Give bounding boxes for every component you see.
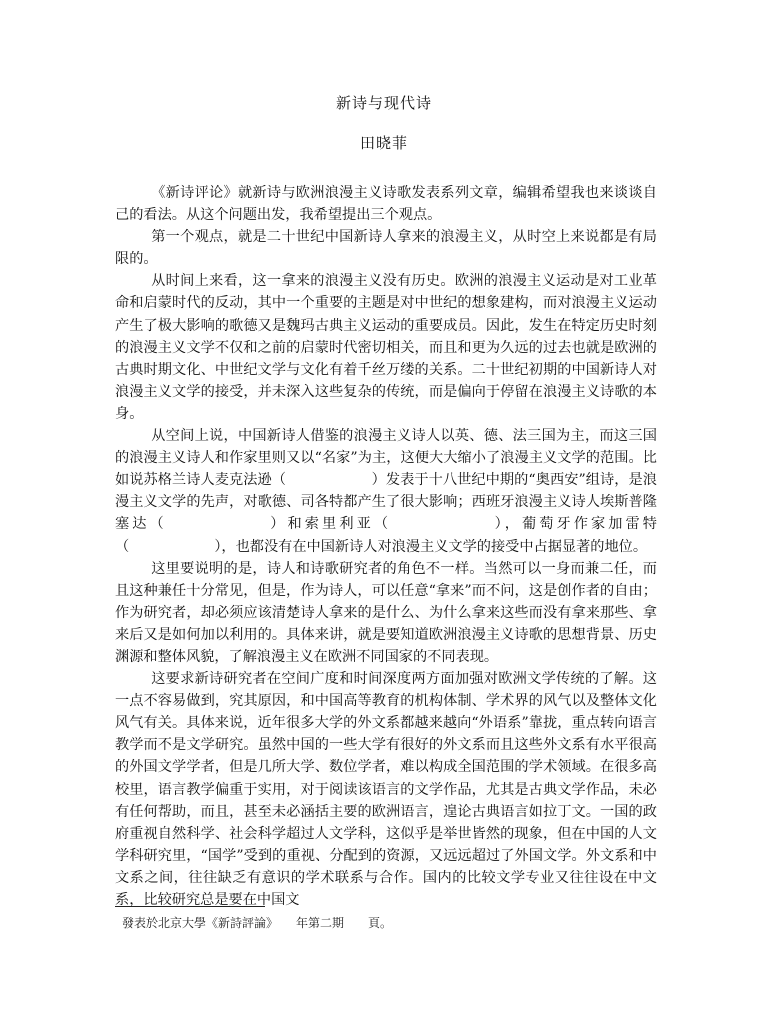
document-body xyxy=(115,182,657,911)
paragraph-5: 这里要说明的是，诗人和诗歌研究者的角色不一样。当然可以一身而兼二任，而且这种兼任十分常见，但是，作为诗人，可以任意“拿来”而不问，这是创作者的自由；作为研究者，却必须应该清楚诗人拿来的是什么、为什么拿来这些而没有拿来那些、拿来后又是如何加以利用的。具体来讲，就是要知道欧洲浪漫主义诗歌的思想背景、历史渊源和整体风貌，了解浪漫主义在欧洲不同国家的不同表现。 xyxy=(115,560,657,665)
paragraph-3: 从时间上来看，这一拿来的浪漫主义没有历史。欧洲的浪漫主义运动是对工业革命和启蒙时代的反动，其中一个重要的主题是对中世纪的想象建构，而对浪漫主义运动产生了极大影响的歌德又是魏玛古典主义运动的重要成员。因此，发生在特定历史时刻的浪漫主义文学不仅和之前的启蒙时代密切相关，而且和更为久远的过去也就是欧洲的古典时期文化、中世纪文学与文化有着千丝万缕的关系。二十世纪初期的中国新诗人对浪漫主义文学的接受，并未深入这些复杂的传统，而是偏向于停留在浪漫主义诗歌的本身。 xyxy=(115,273,657,422)
footnote: 發表於北京大學《新詩評論》 年第二期 頁。 xyxy=(122,916,393,930)
paragraph-1: 《新诗评论》就新诗与欧洲浪漫主义诗歌发表系列文章，编辑希望我也来谈谈自己的看法。从这个问题出发，我希望提出三个观点。 xyxy=(115,185,657,224)
document-title: 新诗与现代诗 xyxy=(335,94,432,112)
paragraph-4: 从空间上说，中国新诗人借鉴的浪漫主义诗人以英、德、法三国为主，而这三国的浪漫主义诗人和作家里则又以“名家”为主，这便大大缩小了浪漫主义文学的范围。比如说苏格兰诗人麦克法逊（ ）发表于十八世纪中期的“奥西安”组诗，是浪漫主义文学的先声，对歌德、司各特都产生了很大影响；西班牙浪漫主义诗人埃斯普隆塞达（ ）和索里利亚（ ），葡萄牙作家加雷特（ ），也都没有在中国新诗人对浪漫主义文学的接受中占据显著的地位。 xyxy=(115,428,657,555)
paragraph-2: 第一个观点，就是二十世纪中国新诗人拿来的浪漫主义，从时空上来说都是有局限的。 xyxy=(115,229,657,268)
paragraph-6: 这要求新诗研究者在空间广度和时间深度两方面加强对欧洲文学传统的了解。这一点不容易做到，究其原因，和中国高等教育的机构体制、学术界的风气以及整体文化风气有关。具体来说，近年很多大学的外文系都越来越向“外语系”靠拢，重点转向语言教学而不是文学研究。虽然中国的一些大学有很好的外文系而且这些外文系有水平很高的外国文学学者，但是几所大学、数位学者，难以构成全国范围的学术领域。在很多高校里，语言教学偏重于实用，对于阅读该语言的文学作品，尤其是古典文学作品，未必有任何帮助，而且，甚至未必涵括主要的欧洲语言，遑论古典语言如拉丁文。一国的政府重视自然科学、社会科学超过人文学科，这似乎是举世皆然的现象，但在中国的人文学科研究里，“国学”受到的重视、分配到的资源，又远远超过了外国文学。外文系和中文系之间，往往缺乏有意识的学术联系与合作。国内的比较文学专业又往往设在中文系，比较研究总是要在中国文 xyxy=(115,671,657,908)
footnote-divider xyxy=(115,906,265,907)
document-author: 田晓菲 xyxy=(359,134,408,152)
